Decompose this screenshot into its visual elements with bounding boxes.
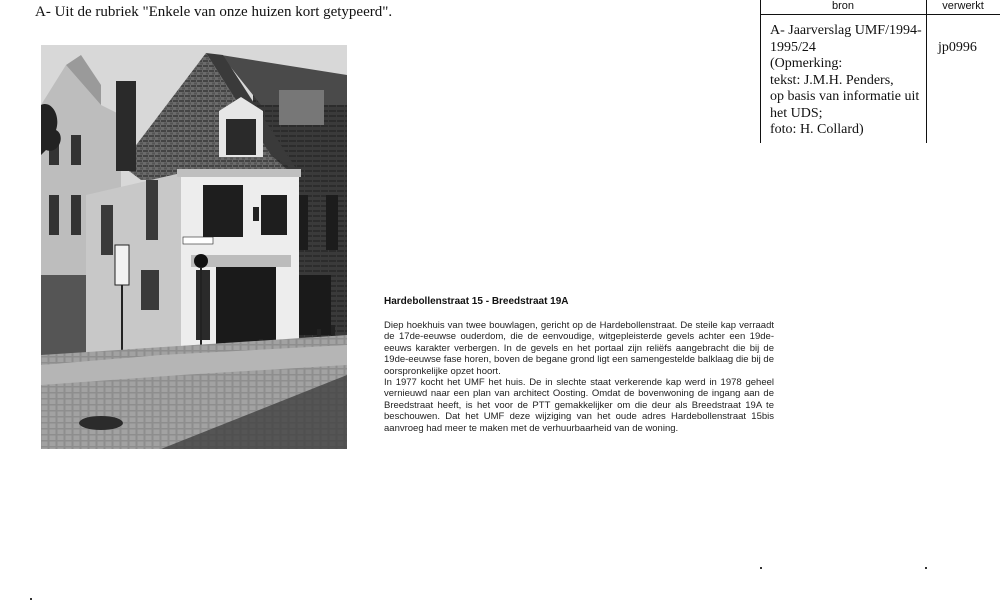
caption-paragraph: In 1977 kocht het UMF het huis. De in slechte staat verkerende kap werd in 1978 geheel vernieuwd naar een plan van architect Oosting. Omdat de bovenwoning de ingang aan de Breedstraat heeft, is het voor de PTT gemakkelijker om die deur als Breedstraat 19A te beschouwen. Dat het UMF deze wijziging van het oude adres Hardebollenstraat 15bis aanvroeg had meer te maken met de verhuurbaarheid van de woning. [384, 377, 774, 434]
metadata-table [760, 0, 1000, 145]
source-line: foto: H. Collard) [770, 122, 864, 137]
source-text [770, 23, 938, 139]
scan-mark [925, 567, 927, 569]
caption-paragraph: Diep hoekhuis van twee bouwlagen, gericht op de Hardebollenstraat. De steile kap verraadt de 17de-eeuwse ouderdom, die de eenvoudige, witgepleisterde gevels achter een 19de-eeuws karakter verbergen. In de gevels en het portaal zijn reliëfs aangebracht die bij de 19de-eeuwse fase horen, boven de begane grond ligt een samengestelde balklaag die bij de oorspronkelijke opzet hoort. [384, 320, 774, 377]
source-line: A- Jaarverslag UMF/1994- [770, 23, 922, 38]
source-header: bron [831, 0, 855, 12]
processed-code: jp0996 [938, 40, 977, 55]
scan-mark [30, 598, 32, 600]
source-line: tekst: J.M.H. Penders, [770, 72, 894, 88]
caption-title: Hardebollenstraat 15 - Breedstraat 19A [384, 296, 569, 307]
page-heading: A- Uit de rubriek "Enkele van onze huizen kort getypeerd". [35, 4, 393, 20]
column-divider-left [760, 0, 761, 143]
scan-mark [760, 567, 762, 569]
source-line: het UDS; [770, 105, 823, 121]
building-photo [41, 45, 347, 449]
source-line: op basis van informatie uit [770, 89, 920, 104]
source-line: (Opmerking: [770, 56, 843, 71]
header-rule [760, 14, 1000, 15]
source-line: 1995/24 [770, 39, 816, 55]
processed-header: verwerkt [942, 0, 984, 12]
caption-body [384, 320, 774, 434]
